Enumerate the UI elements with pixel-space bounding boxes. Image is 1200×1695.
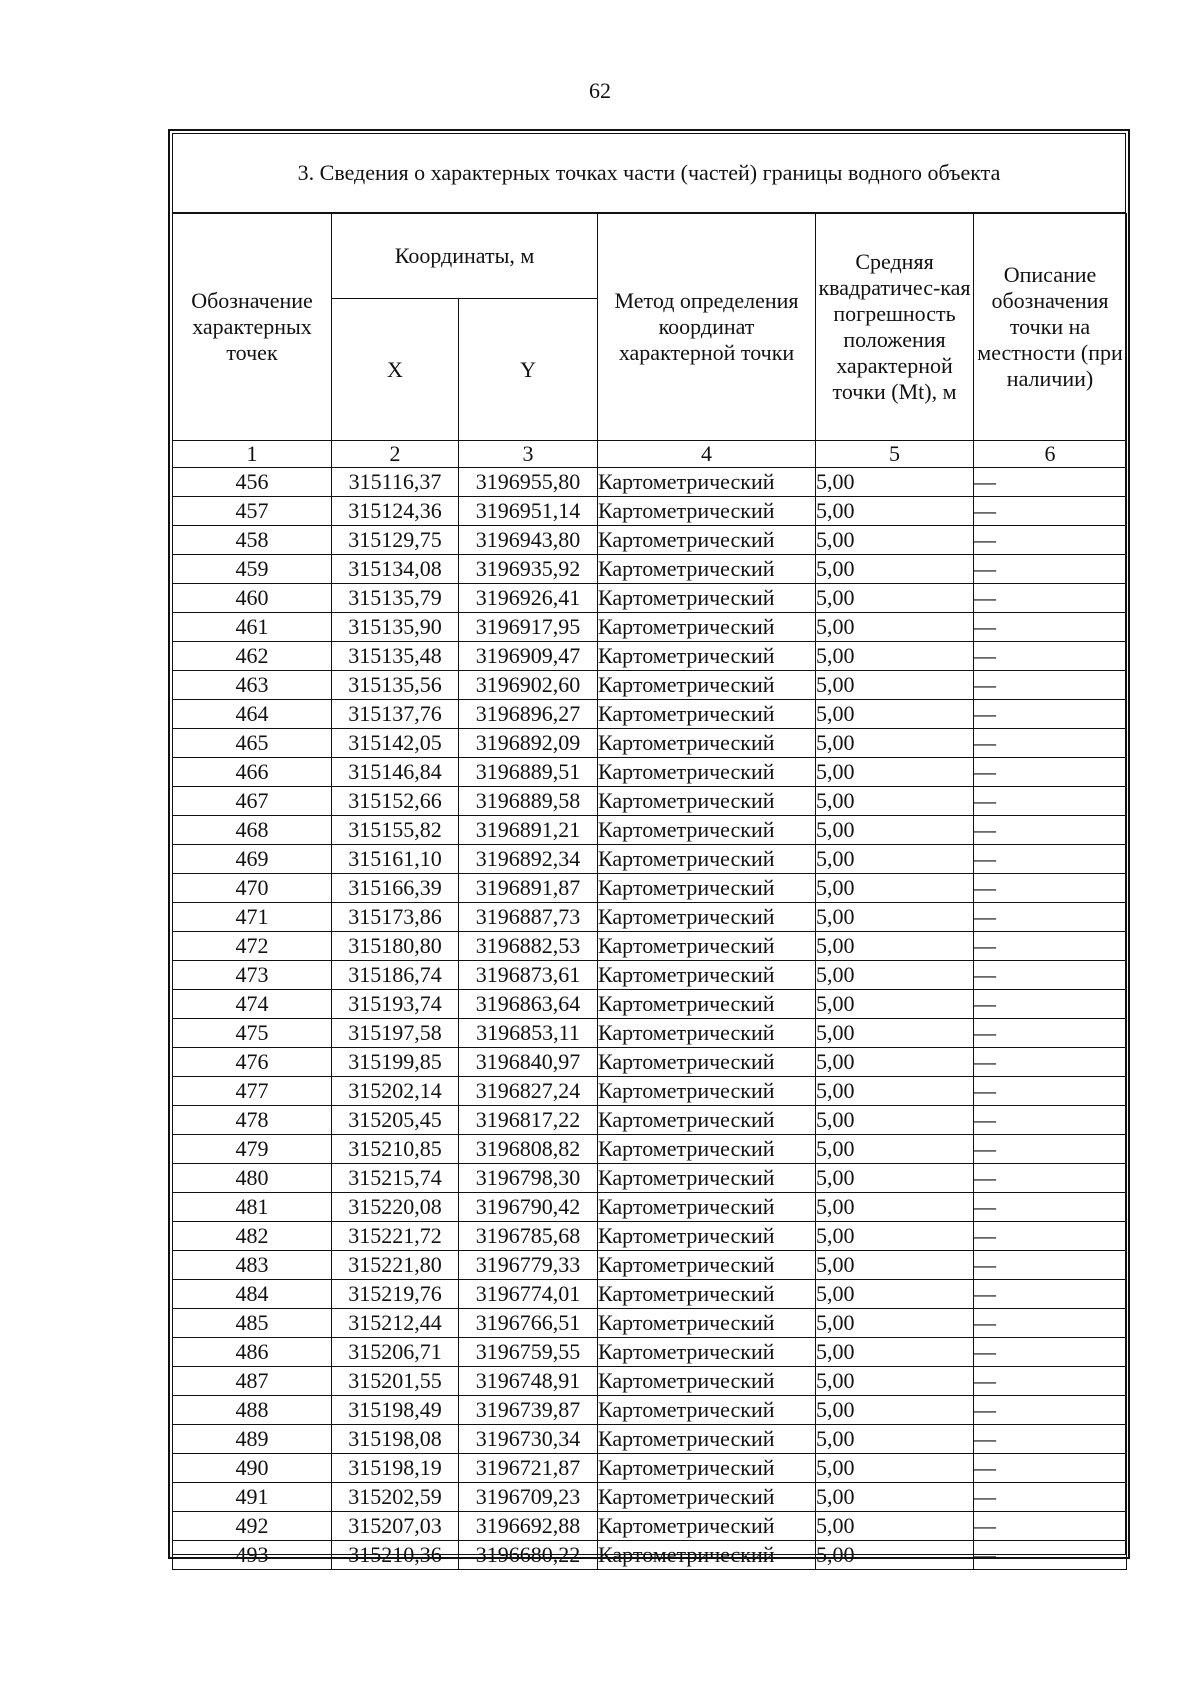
x-coordinate-cell: 315135,79: [332, 584, 459, 613]
table-row: [173, 903, 1127, 932]
point-designation-cell: 487: [173, 1367, 332, 1396]
y-coordinate-cell: 3196798,30: [459, 1164, 598, 1193]
x-coordinate-cell: 315155,82: [332, 816, 459, 845]
method-cell: Картометрический: [598, 1106, 816, 1135]
method-cell: Картометрический: [598, 1251, 816, 1280]
y-coordinate-cell: 3196785,68: [459, 1222, 598, 1251]
description-cell: —: [974, 1425, 1127, 1454]
table-row: [173, 1164, 1127, 1193]
error-cell: 5,00: [816, 1193, 974, 1222]
table-row: [173, 1454, 1127, 1483]
description-cell: —: [974, 613, 1127, 642]
y-coordinate-cell: 3196892,09: [459, 729, 598, 758]
table-row: [173, 1019, 1127, 1048]
x-coordinate-cell: 315221,72: [332, 1222, 459, 1251]
table-row: [173, 613, 1127, 642]
y-coordinate-cell: 3196896,27: [459, 700, 598, 729]
error-cell: 5,00: [816, 1425, 974, 1454]
point-designation-cell: 456: [173, 468, 332, 497]
point-designation-cell: 470: [173, 874, 332, 903]
method-cell: Картометрический: [598, 1280, 816, 1309]
method-cell: Картометрический: [598, 1164, 816, 1193]
y-coordinate-cell: 3196779,33: [459, 1251, 598, 1280]
description-cell: —: [974, 1164, 1127, 1193]
error-cell: 5,00: [816, 1309, 974, 1338]
x-coordinate-cell: 315198,08: [332, 1425, 459, 1454]
method-cell: Картометрический: [598, 903, 816, 932]
error-cell: 5,00: [816, 787, 974, 816]
x-coordinate-cell: 315142,05: [332, 729, 459, 758]
table-row: [173, 1048, 1127, 1077]
header-x: X: [332, 299, 459, 441]
description-cell: —: [974, 1019, 1127, 1048]
table-row: [173, 584, 1127, 613]
method-cell: Картометрический: [598, 1425, 816, 1454]
description-cell: —: [974, 1454, 1127, 1483]
y-coordinate-cell: 3196882,53: [459, 932, 598, 961]
point-designation-cell: 471: [173, 903, 332, 932]
y-coordinate-cell: 3196892,34: [459, 845, 598, 874]
x-coordinate-cell: 315161,10: [332, 845, 459, 874]
method-cell: Картометрический: [598, 1512, 816, 1541]
method-cell: Картометрический: [598, 700, 816, 729]
table-row: [173, 1193, 1127, 1222]
error-cell: 5,00: [816, 1280, 974, 1309]
description-cell: —: [974, 1367, 1127, 1396]
error-cell: 5,00: [816, 1338, 974, 1367]
y-coordinate-cell: 3196680,22: [459, 1541, 598, 1570]
method-cell: Картометрический: [598, 642, 816, 671]
point-designation-cell: 474: [173, 990, 332, 1019]
point-designation-cell: 460: [173, 584, 332, 613]
y-coordinate-cell: 3196853,11: [459, 1019, 598, 1048]
method-cell: Картометрический: [598, 1483, 816, 1512]
error-cell: 5,00: [816, 1222, 974, 1251]
description-cell: —: [974, 1193, 1127, 1222]
table-row: [173, 1222, 1127, 1251]
method-cell: Картометрический: [598, 990, 816, 1019]
y-coordinate-cell: 3196943,80: [459, 526, 598, 555]
description-cell: —: [974, 1222, 1127, 1251]
error-cell: 5,00: [816, 816, 974, 845]
table-row: [173, 729, 1127, 758]
error-cell: 5,00: [816, 961, 974, 990]
point-designation-cell: 465: [173, 729, 332, 758]
point-designation-cell: 476: [173, 1048, 332, 1077]
error-cell: 5,00: [816, 874, 974, 903]
method-cell: Картометрический: [598, 671, 816, 700]
description-cell: —: [974, 468, 1127, 497]
description-cell: —: [974, 1048, 1127, 1077]
y-coordinate-cell: 3196917,95: [459, 613, 598, 642]
x-coordinate-cell: 315205,45: [332, 1106, 459, 1135]
description-cell: —: [974, 874, 1127, 903]
x-coordinate-cell: 315220,08: [332, 1193, 459, 1222]
x-coordinate-cell: 315206,71: [332, 1338, 459, 1367]
description-cell: —: [974, 787, 1127, 816]
point-designation-cell: 469: [173, 845, 332, 874]
x-coordinate-cell: 315137,76: [332, 700, 459, 729]
error-cell: 5,00: [816, 1396, 974, 1425]
method-cell: Картометрический: [598, 526, 816, 555]
method-cell: Картометрический: [598, 787, 816, 816]
error-cell: 5,00: [816, 1135, 974, 1164]
table-row: [173, 1309, 1127, 1338]
error-cell: 5,00: [816, 729, 974, 758]
table-row: [173, 874, 1127, 903]
table-row: [173, 1251, 1127, 1280]
table-row: [173, 1396, 1127, 1425]
y-coordinate-cell: 3196891,21: [459, 816, 598, 845]
point-designation-cell: 477: [173, 1077, 332, 1106]
method-cell: Картометрический: [598, 1541, 816, 1570]
y-coordinate-cell: 3196935,92: [459, 555, 598, 584]
header-designation: Обозначение характерных точек: [173, 214, 332, 441]
error-cell: 5,00: [816, 990, 974, 1019]
point-designation-cell: 462: [173, 642, 332, 671]
x-coordinate-cell: 315173,86: [332, 903, 459, 932]
description-cell: —: [974, 1541, 1127, 1570]
description-cell: —: [974, 1077, 1127, 1106]
table-row: [173, 671, 1127, 700]
table-row: [173, 700, 1127, 729]
y-coordinate-cell: 3196808,82: [459, 1135, 598, 1164]
table-row: [173, 497, 1127, 526]
method-cell: Картометрический: [598, 874, 816, 903]
y-coordinate-cell: 3196721,87: [459, 1454, 598, 1483]
y-coordinate-cell: 3196709,23: [459, 1483, 598, 1512]
x-coordinate-cell: 315186,74: [332, 961, 459, 990]
point-designation-cell: 483: [173, 1251, 332, 1280]
table-row: [173, 932, 1127, 961]
column-number-row: [173, 441, 1127, 468]
error-cell: 5,00: [816, 1164, 974, 1193]
x-coordinate-cell: 315193,74: [332, 990, 459, 1019]
y-coordinate-cell: 3196902,60: [459, 671, 598, 700]
y-coordinate-cell: 3196774,01: [459, 1280, 598, 1309]
method-cell: Картометрический: [598, 1367, 816, 1396]
x-coordinate-cell: 315219,76: [332, 1280, 459, 1309]
x-coordinate-cell: 315215,74: [332, 1164, 459, 1193]
y-coordinate-cell: 3196873,61: [459, 961, 598, 990]
method-cell: Картометрический: [598, 1077, 816, 1106]
description-cell: —: [974, 903, 1127, 932]
method-cell: Картометрический: [598, 555, 816, 584]
description-cell: —: [974, 990, 1127, 1019]
header-y: Y: [459, 299, 598, 441]
table-row: [173, 990, 1127, 1019]
method-cell: Картометрический: [598, 468, 816, 497]
method-cell: Картометрический: [598, 1338, 816, 1367]
x-coordinate-cell: 315135,90: [332, 613, 459, 642]
x-coordinate-cell: 315166,39: [332, 874, 459, 903]
y-coordinate-cell: 3196889,58: [459, 787, 598, 816]
y-coordinate-cell: 3196955,80: [459, 468, 598, 497]
point-designation-cell: 480: [173, 1164, 332, 1193]
x-coordinate-cell: 315134,08: [332, 555, 459, 584]
table-row: [173, 1541, 1127, 1570]
x-coordinate-cell: 315199,85: [332, 1048, 459, 1077]
table-row: [173, 1425, 1127, 1454]
point-designation-cell: 472: [173, 932, 332, 961]
header-coordinates: Координаты, м: [332, 214, 598, 299]
points-table: [172, 213, 1127, 1570]
y-coordinate-cell: 3196739,87: [459, 1396, 598, 1425]
x-coordinate-cell: 315201,55: [332, 1367, 459, 1396]
x-coordinate-cell: 315210,36: [332, 1541, 459, 1570]
y-coordinate-cell: 3196840,97: [459, 1048, 598, 1077]
y-coordinate-cell: 3196748,91: [459, 1367, 598, 1396]
table-row: [173, 758, 1127, 787]
description-cell: —: [974, 700, 1127, 729]
column-number: 2: [332, 441, 459, 468]
error-cell: 5,00: [816, 642, 974, 671]
point-designation-cell: 490: [173, 1454, 332, 1483]
point-designation-cell: 461: [173, 613, 332, 642]
error-cell: 5,00: [816, 468, 974, 497]
error-cell: 5,00: [816, 1512, 974, 1541]
point-designation-cell: 491: [173, 1483, 332, 1512]
table-row: [173, 1512, 1127, 1541]
point-designation-cell: 458: [173, 526, 332, 555]
description-cell: —: [974, 642, 1127, 671]
point-designation-cell: 479: [173, 1135, 332, 1164]
point-designation-cell: 478: [173, 1106, 332, 1135]
table-row: [173, 787, 1127, 816]
method-cell: Картометрический: [598, 1048, 816, 1077]
y-coordinate-cell: 3196759,55: [459, 1338, 598, 1367]
point-designation-cell: 473: [173, 961, 332, 990]
y-coordinate-cell: 3196692,88: [459, 1512, 598, 1541]
error-cell: 5,00: [816, 1454, 974, 1483]
error-cell: 5,00: [816, 845, 974, 874]
description-cell: —: [974, 584, 1127, 613]
error-cell: 5,00: [816, 584, 974, 613]
point-designation-cell: 475: [173, 1019, 332, 1048]
method-cell: Картометрический: [598, 1193, 816, 1222]
y-coordinate-cell: 3196909,47: [459, 642, 598, 671]
header-method: Метод определения координат характерной точки: [598, 214, 816, 441]
x-coordinate-cell: 315197,58: [332, 1019, 459, 1048]
point-designation-cell: 486: [173, 1338, 332, 1367]
point-designation-cell: 482: [173, 1222, 332, 1251]
method-cell: Картометрический: [598, 1222, 816, 1251]
x-coordinate-cell: 315207,03: [332, 1512, 459, 1541]
table-row: [173, 845, 1127, 874]
method-cell: Картометрический: [598, 816, 816, 845]
table-row: [173, 1367, 1127, 1396]
error-cell: 5,00: [816, 700, 974, 729]
x-coordinate-cell: 315202,14: [332, 1077, 459, 1106]
method-cell: Картометрический: [598, 584, 816, 613]
x-coordinate-cell: 315212,44: [332, 1309, 459, 1338]
y-coordinate-cell: 3196863,64: [459, 990, 598, 1019]
description-cell: —: [974, 758, 1127, 787]
y-coordinate-cell: 3196817,22: [459, 1106, 598, 1135]
method-cell: Картометрический: [598, 1309, 816, 1338]
point-designation-cell: 467: [173, 787, 332, 816]
error-cell: 5,00: [816, 671, 974, 700]
description-cell: —: [974, 1338, 1127, 1367]
x-coordinate-cell: 315152,66: [332, 787, 459, 816]
point-designation-cell: 492: [173, 1512, 332, 1541]
method-cell: Картометрический: [598, 758, 816, 787]
error-cell: 5,00: [816, 903, 974, 932]
x-coordinate-cell: 315135,56: [332, 671, 459, 700]
table-row: [173, 1106, 1127, 1135]
x-coordinate-cell: 315146,84: [332, 758, 459, 787]
description-cell: —: [974, 526, 1127, 555]
error-cell: 5,00: [816, 1048, 974, 1077]
error-cell: 5,00: [816, 526, 974, 555]
x-coordinate-cell: 315202,59: [332, 1483, 459, 1512]
header-description: Описание обозначения точки на местности (при наличии): [974, 214, 1127, 441]
method-cell: Картометрический: [598, 497, 816, 526]
description-cell: —: [974, 845, 1127, 874]
error-cell: 5,00: [816, 555, 974, 584]
table-row: [173, 1338, 1127, 1367]
table-row: [173, 468, 1127, 497]
description-cell: —: [974, 1396, 1127, 1425]
column-number: 3: [459, 441, 598, 468]
x-coordinate-cell: 315129,75: [332, 526, 459, 555]
method-cell: Картометрический: [598, 729, 816, 758]
table-row: [173, 961, 1127, 990]
description-cell: —: [974, 555, 1127, 584]
description-cell: —: [974, 671, 1127, 700]
method-cell: Картометрический: [598, 613, 816, 642]
error-cell: 5,00: [816, 613, 974, 642]
y-coordinate-cell: 3196951,14: [459, 497, 598, 526]
column-number: 6: [974, 441, 1127, 468]
point-designation-cell: 489: [173, 1425, 332, 1454]
table-row: [173, 1135, 1127, 1164]
header-error: Средняя квадратичес-кая погрешность положения характерной точки (Mt), м: [816, 214, 974, 441]
error-cell: 5,00: [816, 497, 974, 526]
error-cell: 5,00: [816, 1077, 974, 1106]
method-cell: Картометрический: [598, 1454, 816, 1483]
error-cell: 5,00: [816, 1106, 974, 1135]
error-cell: 5,00: [816, 758, 974, 787]
y-coordinate-cell: 3196889,51: [459, 758, 598, 787]
error-cell: 5,00: [816, 1541, 974, 1570]
y-coordinate-cell: 3196926,41: [459, 584, 598, 613]
point-designation-cell: 463: [173, 671, 332, 700]
description-cell: —: [974, 1280, 1127, 1309]
x-coordinate-cell: 315198,49: [332, 1396, 459, 1425]
column-number: 5: [816, 441, 974, 468]
point-designation-cell: 485: [173, 1309, 332, 1338]
column-number: 1: [173, 441, 332, 468]
point-designation-cell: 488: [173, 1396, 332, 1425]
description-cell: —: [974, 1251, 1127, 1280]
description-cell: —: [974, 1512, 1127, 1541]
method-cell: Картометрический: [598, 1019, 816, 1048]
description-cell: —: [974, 497, 1127, 526]
x-coordinate-cell: 315116,37: [332, 468, 459, 497]
table-row: [173, 1077, 1127, 1106]
table-row: [173, 555, 1127, 584]
y-coordinate-cell: 3196766,51: [459, 1309, 598, 1338]
x-coordinate-cell: 315124,36: [332, 497, 459, 526]
table-row: [173, 1483, 1127, 1512]
method-cell: Картометрический: [598, 961, 816, 990]
description-cell: —: [974, 1483, 1127, 1512]
point-designation-cell: 468: [173, 816, 332, 845]
point-designation-cell: 481: [173, 1193, 332, 1222]
table-row: [173, 816, 1127, 845]
table-body: [173, 468, 1127, 1570]
error-cell: 5,00: [816, 932, 974, 961]
method-cell: Картометрический: [598, 1396, 816, 1425]
description-cell: —: [974, 932, 1127, 961]
point-designation-cell: 484: [173, 1280, 332, 1309]
y-coordinate-cell: 3196887,73: [459, 903, 598, 932]
point-designation-cell: 457: [173, 497, 332, 526]
point-designation-cell: 466: [173, 758, 332, 787]
method-cell: Картометрический: [598, 845, 816, 874]
point-designation-cell: 493: [173, 1541, 332, 1570]
point-designation-cell: 459: [173, 555, 332, 584]
x-coordinate-cell: 315198,19: [332, 1454, 459, 1483]
description-cell: —: [974, 1309, 1127, 1338]
description-cell: —: [974, 816, 1127, 845]
point-designation-cell: 464: [173, 700, 332, 729]
description-cell: —: [974, 1135, 1127, 1164]
error-cell: 5,00: [816, 1019, 974, 1048]
error-cell: 5,00: [816, 1367, 974, 1396]
x-coordinate-cell: 315135,48: [332, 642, 459, 671]
x-coordinate-cell: 315221,80: [332, 1251, 459, 1280]
description-cell: —: [974, 1106, 1127, 1135]
description-cell: —: [974, 729, 1127, 758]
y-coordinate-cell: 3196891,87: [459, 874, 598, 903]
y-coordinate-cell: 3196790,42: [459, 1193, 598, 1222]
section-title: 3. Сведения о характерных точках части (частей) границы водного объекта: [172, 133, 1126, 213]
error-cell: 5,00: [816, 1483, 974, 1512]
table-row: [173, 1280, 1127, 1309]
error-cell: 5,00: [816, 1251, 974, 1280]
description-cell: —: [974, 961, 1127, 990]
method-cell: Картометрический: [598, 1135, 816, 1164]
x-coordinate-cell: 315180,80: [332, 932, 459, 961]
table-row: [173, 526, 1127, 555]
method-cell: Картометрический: [598, 932, 816, 961]
y-coordinate-cell: 3196827,24: [459, 1077, 598, 1106]
y-coordinate-cell: 3196730,34: [459, 1425, 598, 1454]
x-coordinate-cell: 315210,85: [332, 1135, 459, 1164]
table-row: [173, 642, 1127, 671]
column-number: 4: [598, 441, 816, 468]
page-number: 62: [589, 78, 611, 103]
